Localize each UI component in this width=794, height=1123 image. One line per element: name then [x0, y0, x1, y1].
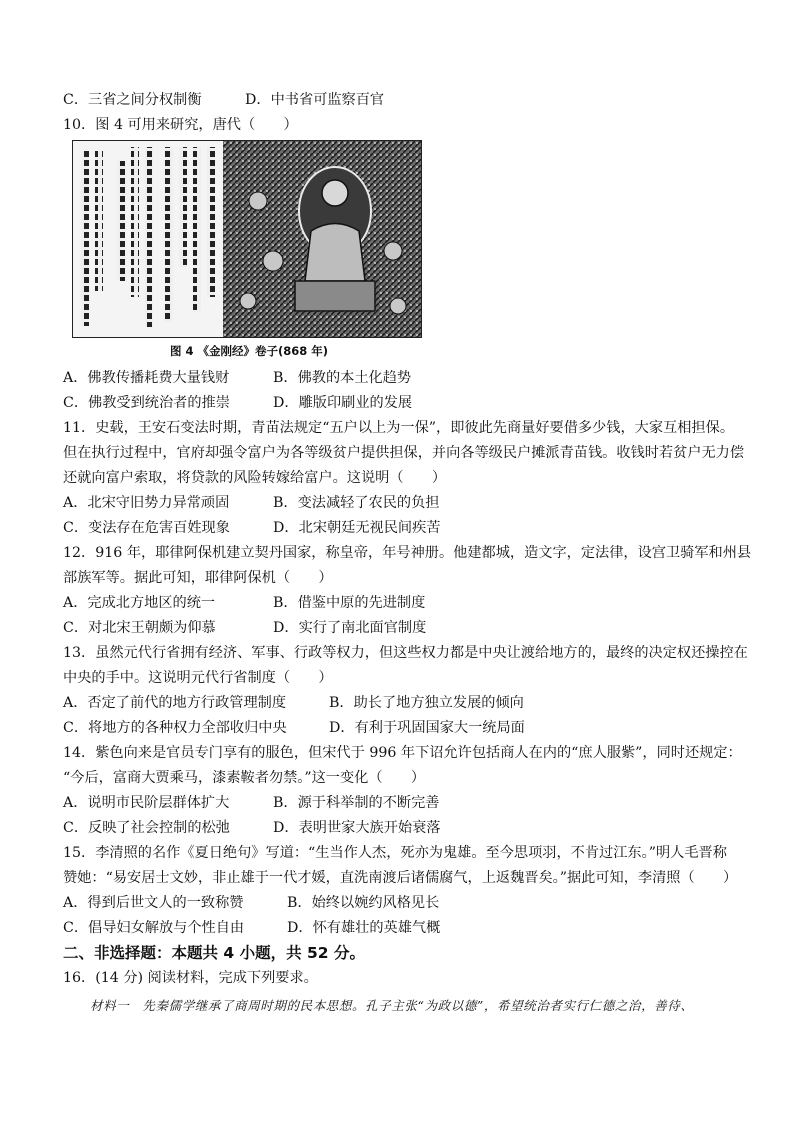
- q15-option-a: A．得到后世文人的一致称赞: [63, 895, 244, 911]
- q15-option-c: C．倡导妇女解放与个性自由: [63, 920, 245, 936]
- q15-line-2: 赞她：“易安居士文妙，非止雄于一代才媛，直洗南渡后诸儒腐气，上返魏晋矣。”据此可知，李清照（ ）: [63, 870, 738, 886]
- q14-line-2: “今后，富商大贾乘马，漆素鞍者勿禁。”这一变化（ ）: [63, 770, 426, 786]
- q15-option-b: B．始终以婉约风格见长: [287, 895, 440, 911]
- section-heading: 二、非选择题：本题共 4 小题，共 52 分。: [63, 944, 365, 962]
- q10-option-c: C．佛教受到统治者的推崇: [63, 395, 230, 411]
- q14-option-b: B．源于科举制的不断完善: [273, 795, 440, 811]
- diamond-sutra-image: [72, 140, 422, 338]
- q11-option-c: C．变法存在危害百姓现象: [63, 520, 230, 536]
- q12-option-a: A．完成北方地区的统一: [63, 595, 216, 611]
- q16-stem: 16．(14 分) 阅读材料，完成下列要求。: [63, 970, 318, 986]
- q11-option-d: D．北宋朝廷无视民间疾苦: [273, 520, 441, 536]
- q14-option-d: D．表明世家大族开始衰落: [273, 820, 441, 836]
- q11-option-a: A．北宋守旧势力异常顽固: [63, 495, 230, 511]
- q10-option-d: D．雕版印刷业的发展: [273, 395, 413, 411]
- q14-option-a: A．说明市民阶层群体扩大: [63, 795, 230, 811]
- q15-option-d: D．怀有雄壮的英雄气概: [287, 920, 441, 936]
- q13-option-d: D．有利于巩固国家大一统局面: [329, 720, 525, 736]
- q12-line-2: 部族军等。据此可知，耶律阿保机（ ）: [63, 570, 333, 586]
- q12-line-1: 12．916 年，耶律阿保机建立契丹国家，称皇帝，年号神册。他建都城，造文字，定法律，设宫卫骑军和州县: [63, 545, 752, 561]
- q13-line-2: 中央的手中。这说明元代行省制度（ ）: [63, 670, 333, 686]
- q10-stem: 10．图 4 可用来研究，唐代（ ）: [63, 117, 298, 133]
- q11-line-2: 但在执行过程中，官府却强令富户为各等级贫户提供担保，并向各等级民户摊派青苗钱。收钱时若贫户无力偿: [63, 445, 745, 461]
- q10-option-b: B．佛教的本土化趋势: [273, 370, 412, 386]
- q9-option-d: D．中书省可监察百官: [245, 92, 385, 108]
- diamond-sutra-illustration: [73, 141, 421, 337]
- q10-option-a: A．佛教传播耗费大量钱财: [63, 370, 230, 386]
- q13-option-a: A．否定了前代的地方行政管理制度: [63, 695, 287, 711]
- q11-option-b: B．变法减轻了农民的负担: [273, 495, 440, 511]
- q12-option-c: C．对北宋王朝颇为仰慕: [63, 620, 216, 636]
- q11-line-1: 11．史载，王安石变法时期，青苗法规定“五户以上为一保”，即彼此先商量好要借多少钱，大家互相担保。: [63, 420, 735, 436]
- q13-option-c: C．将地方的各种权力全部收归中央: [63, 720, 287, 736]
- q14-line-1: 14．紫色向来是官员专门享有的服色，但宋代于 996 年下诏允许包括商人在内的“庶人服紫”，同时还规定：: [63, 745, 742, 761]
- q12-option-d: D．实行了南北面官制度: [273, 620, 427, 636]
- figure-caption: 图 4 《金刚经》卷子(868 年): [170, 344, 329, 358]
- q11-line-3: 还就向富户索取，将贷款的风险转嫁给富户。这说明（ ）: [63, 470, 447, 486]
- q16-material-1: 材料一 先秦儒学继承了商周时期的民本思想。孔子主张“为政以德”，希望统治者实行仁德之治，善待、: [90, 998, 694, 1013]
- q14-option-c: C．反映了社会控制的松弛: [63, 820, 230, 836]
- q12-option-b: B．借鉴中原的先进制度: [273, 595, 426, 611]
- q9-option-c: C．三省之间分权制衡: [63, 92, 202, 108]
- q13-option-b: B．助长了地方独立发展的倾向: [329, 695, 524, 711]
- q13-line-1: 13．虽然元代行省拥有经济、军事、行政等权力，但这些权力都是中央让渡给地方的，最终的决定权还操控在: [63, 645, 748, 661]
- q15-line-1: 15．李清照的名作《夏日绝句》写道：“生当作人杰，死亦为鬼雄。至今思项羽，不肯过江东。”明人毛晋称: [63, 845, 727, 861]
